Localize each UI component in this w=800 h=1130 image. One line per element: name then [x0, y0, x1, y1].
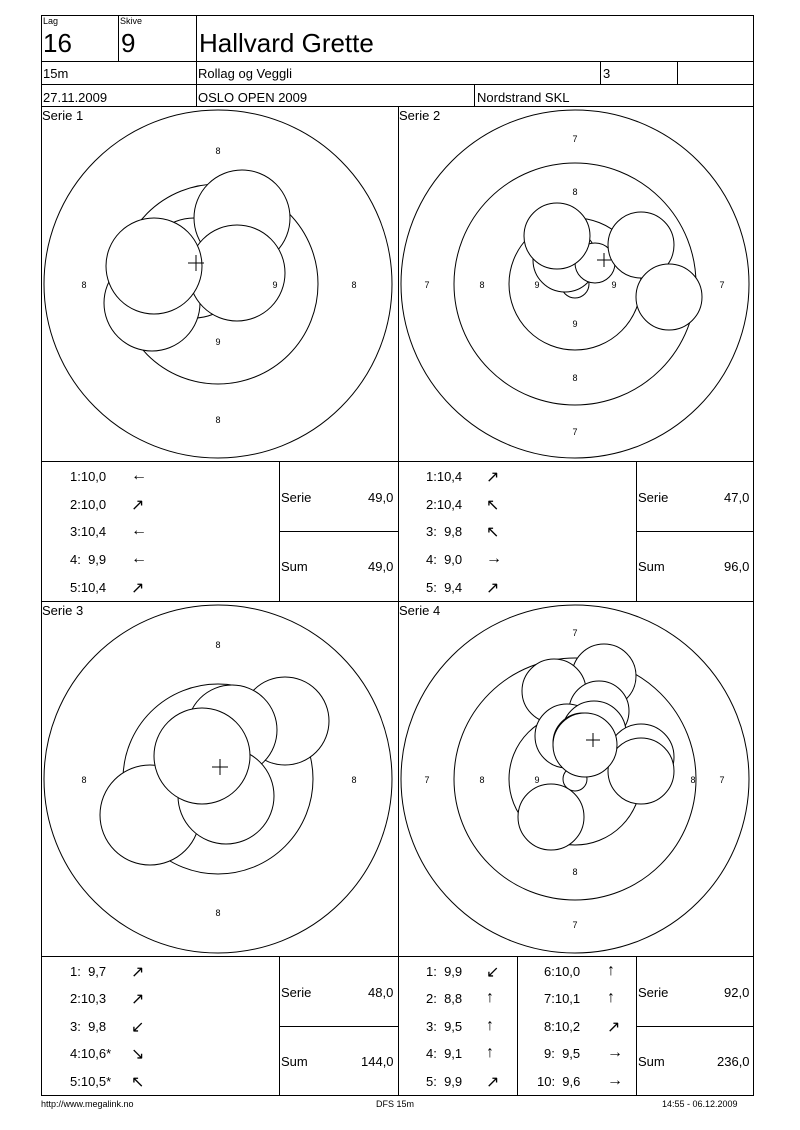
s2-shot-1: 1:10,4	[426, 469, 463, 484]
s1-ring9-right: 9	[272, 280, 278, 290]
s2-ring8-bottom: 8	[572, 373, 578, 383]
lag-value: 16	[43, 28, 72, 58]
s1-shot-1-arrow: ←	[131, 467, 147, 484]
s2-sum-label: Sum	[638, 559, 665, 574]
s1-shot-5: 5:10,4	[70, 580, 107, 595]
s4-ring7-left: 7	[424, 775, 430, 785]
s1-ring-label-bottom: 8	[215, 415, 221, 425]
s1-shot-3: 3:10,4	[70, 524, 107, 539]
s3-serie-value: 48,0	[368, 985, 394, 1000]
s4-ring8-left: 8	[479, 775, 485, 785]
s1-shot-2-arrow: ↗	[131, 497, 145, 514]
lag-label: Lag	[43, 16, 59, 26]
s4-serie-value: 92,0	[724, 985, 750, 1000]
s2-ring7-right: 7	[719, 280, 725, 290]
s4-shot-10: 10: 9,6	[537, 1074, 581, 1089]
s4-shot-1: 1: 9,9	[426, 964, 463, 979]
s1-shot-3-arrow: ←	[131, 522, 147, 539]
s3-sum-value: 144,0	[361, 1054, 394, 1069]
s4-shot-4-arrow: ↑	[486, 1044, 494, 1061]
s2-serie-label: Serie	[638, 490, 669, 505]
s4-shot-5-arrow: ↗	[486, 1074, 500, 1091]
s1-sum-value: 49,0	[368, 559, 394, 574]
s1-ring-label-left: 8	[81, 280, 87, 290]
s1-shot-4: 4: 9,9	[70, 552, 107, 567]
serie3-title: Serie 3	[42, 603, 84, 618]
s4-shot-9-arrow: →	[607, 1044, 623, 1061]
s1-shot-2: 2:10,0	[70, 497, 107, 512]
s4-shot-6-arrow: ↑	[607, 962, 615, 979]
s2-serie-value: 47,0	[724, 490, 750, 505]
s2-shot-3-arrow: ↖	[486, 524, 500, 541]
s4-ring8-right: 8	[690, 775, 696, 785]
s3-serie-label: Serie	[281, 985, 312, 1000]
shooter-name: Hallvard Grette	[199, 28, 374, 58]
s3-shot-1-arrow: ↗	[131, 964, 145, 981]
s1-shot-5-arrow: ↗	[131, 580, 145, 597]
s2-ring7-top: 7	[572, 134, 578, 144]
s2-ring9-bottom: 9	[572, 319, 578, 329]
s3-shot-4-arrow: ↘	[131, 1046, 145, 1063]
serie2-target	[399, 108, 754, 460]
s4-ring8-bottom: 8	[572, 867, 578, 877]
s2-ring9-left: 9	[534, 280, 540, 290]
serie2-title: Serie 2	[399, 108, 441, 123]
s1-sum-label: Sum	[281, 559, 308, 574]
s2-ring7-left: 7	[424, 280, 430, 290]
s4-shot-6: 6:10,0	[544, 964, 581, 979]
s4-shot-4: 4: 9,1	[426, 1046, 463, 1061]
s4-ring7-top: 7	[572, 628, 578, 638]
s1-ring-label-right: 8	[351, 280, 357, 290]
distance: 15m	[43, 66, 69, 81]
s3-shot-3: 3: 9,8	[70, 1019, 107, 1034]
s4-shot-2-arrow: ↑	[486, 989, 494, 1006]
skive-label: Skive	[120, 16, 143, 26]
footer-timestamp: 14:55 - 06.12.2009	[662, 1099, 738, 1109]
serie3-target	[42, 603, 398, 955]
s4-shot-9: 9: 9,5	[544, 1046, 581, 1061]
club: Rollag og Veggli	[198, 66, 292, 81]
s4-shot-8: 8:10,2	[544, 1019, 581, 1034]
s4-ring9-left: 9	[534, 775, 540, 785]
s4-shot-10-arrow: →	[607, 1072, 623, 1089]
s1-serie-label: Serie	[281, 490, 312, 505]
s3-shot-4: 4:10,6*	[70, 1046, 112, 1061]
s4-shot-7-arrow: ↑	[607, 989, 615, 1006]
s2-shot-4-arrow: →	[486, 550, 502, 567]
s3-sum-label: Sum	[281, 1054, 308, 1069]
s2-ring8-top: 8	[572, 187, 578, 197]
event: OSLO OPEN 2009	[198, 90, 308, 105]
s3-shot-5-arrow: ↖	[131, 1074, 145, 1091]
serie1-target	[42, 108, 398, 460]
class-value: 3	[603, 66, 611, 81]
s1-ring9-bottom: 9	[215, 337, 221, 347]
skive-value: 9	[121, 28, 136, 58]
s4-serie-label: Serie	[638, 985, 669, 1000]
s2-ring9-right: 9	[611, 280, 617, 290]
s3-shot-5: 5:10,5*	[70, 1074, 112, 1089]
s2-shot-5: 5: 9,4	[426, 580, 463, 595]
s3-shot-1: 1: 9,7	[70, 964, 107, 979]
s3-ring-right: 8	[351, 775, 357, 785]
s1-shot-4-arrow: ←	[131, 550, 147, 567]
s2-shot-3: 3: 9,8	[426, 524, 463, 539]
s2-shot-4: 4: 9,0	[426, 552, 463, 567]
s2-shot-2-arrow: ↖	[486, 497, 500, 514]
s4-shot-7: 7:10,1	[544, 991, 581, 1006]
s4-shot-3: 3: 9,5	[426, 1019, 463, 1034]
footer-center: DFS 15m	[376, 1099, 415, 1109]
s4-sum-value: 236,0	[717, 1054, 750, 1069]
s3-shot-3-arrow: ↙	[131, 1019, 145, 1036]
s4-shot-8-arrow: ↗	[607, 1019, 621, 1036]
s2-sum-value: 96,0	[724, 559, 750, 574]
s4-sum-label: Sum	[638, 1054, 665, 1069]
date: 27.11.2009	[43, 90, 108, 105]
s4-shot-3-arrow: ↑	[486, 1017, 494, 1034]
s1-ring-label-top: 8	[215, 146, 221, 156]
footer-url[interactable]: http://www.megalink.no	[41, 1099, 134, 1109]
s4-ring7-bottom: 7	[572, 920, 578, 930]
s1-serie-value: 49,0	[368, 490, 394, 505]
s3-ring-bottom: 8	[215, 908, 221, 918]
serie1-title: Serie 1	[42, 108, 84, 123]
serie4-title: Serie 4	[399, 603, 441, 618]
s2-shot-5-arrow: ↗	[486, 580, 500, 597]
s2-ring7-bottom: 7	[572, 427, 578, 437]
s4-shot-2: 2: 8,8	[426, 991, 463, 1006]
s1-shot-1: 1:10,0	[70, 469, 107, 484]
s2-ring8-left: 8	[479, 280, 485, 290]
s4-shot-1-arrow: ↙	[486, 964, 500, 981]
s2-shot-1-arrow: ↗	[486, 469, 500, 486]
host-club: Nordstrand SKL	[477, 90, 570, 105]
s4-shot-5: 5: 9,9	[426, 1074, 463, 1089]
s4-ring7-right: 7	[719, 775, 725, 785]
serie4-target	[399, 603, 754, 955]
s2-shot-2: 2:10,4	[426, 497, 463, 512]
s3-shot-2: 2:10,3	[70, 991, 107, 1006]
s3-shot-2-arrow: ↗	[131, 991, 145, 1008]
s3-ring-top: 8	[215, 640, 221, 650]
s3-ring-left: 8	[81, 775, 87, 785]
